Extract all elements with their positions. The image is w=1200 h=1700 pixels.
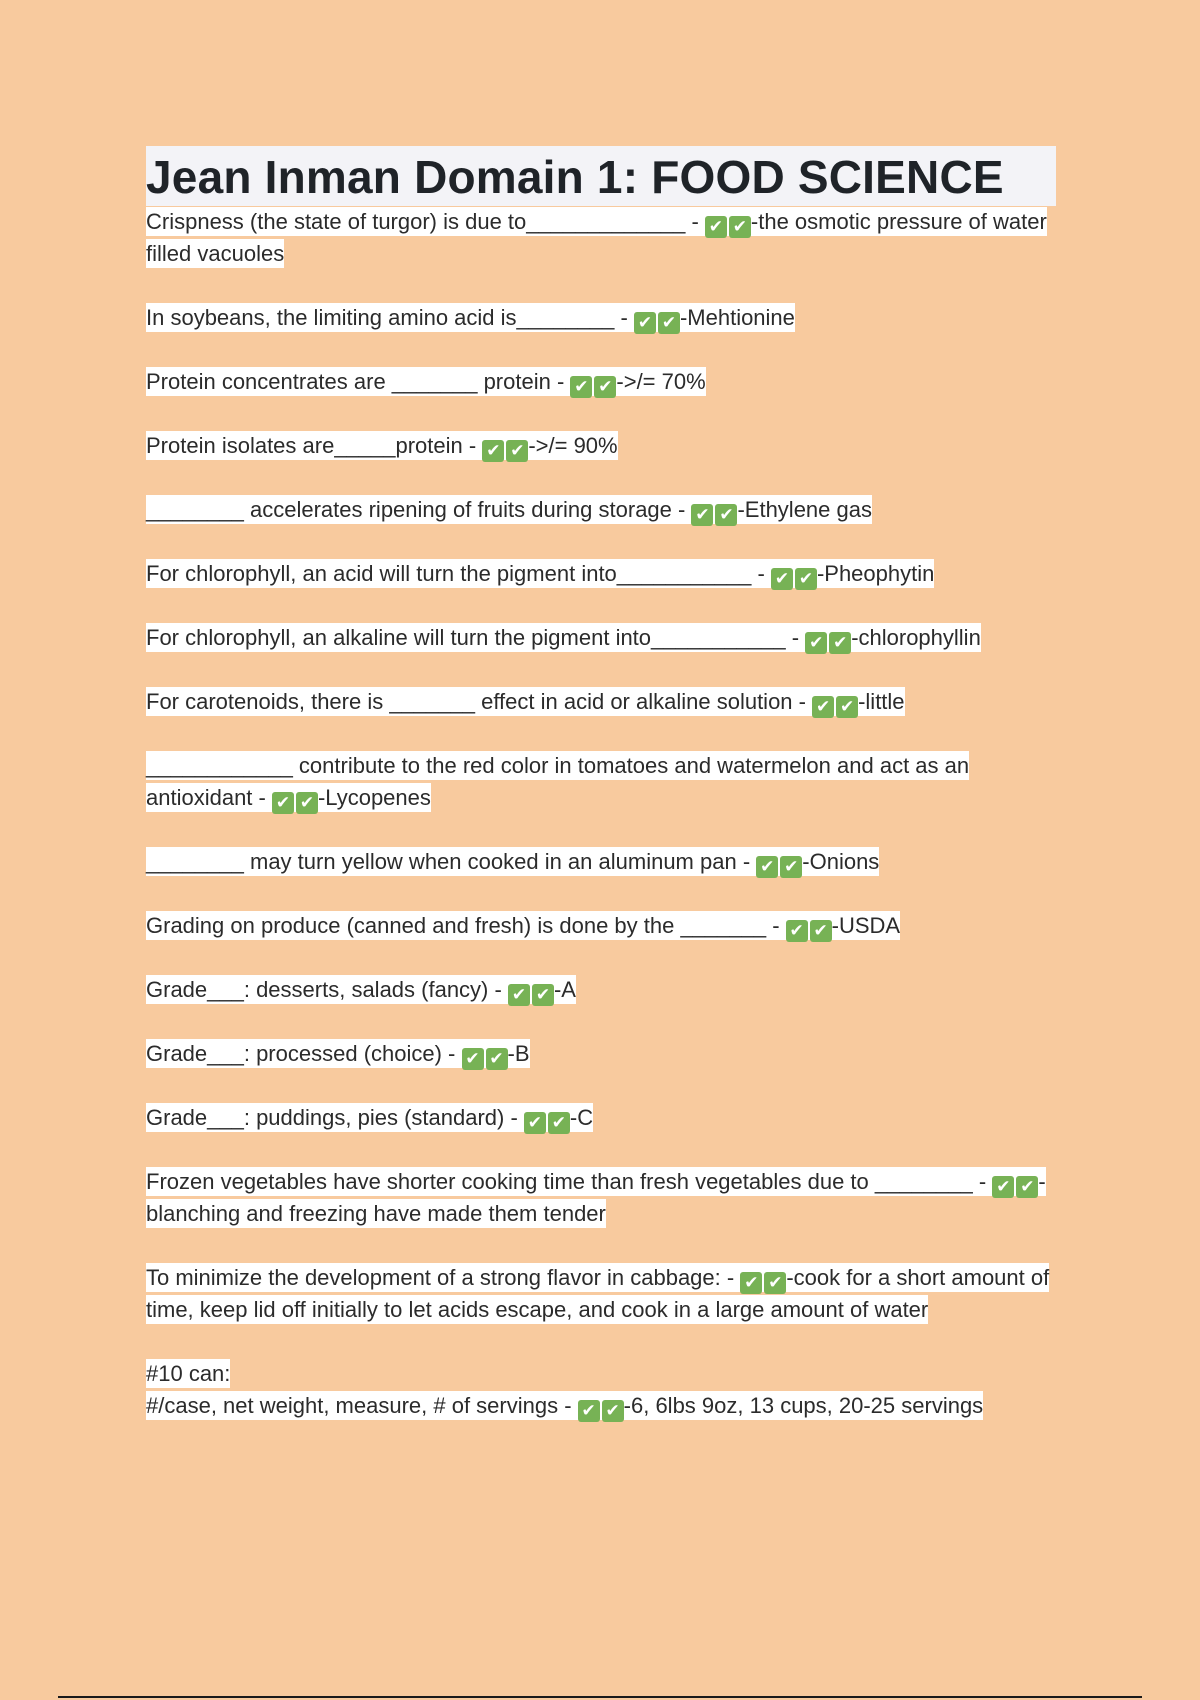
check-mark-button-icon: ✔ [508,984,530,1006]
question-text: For chlorophyll, an alkaline will turn the pigment into___________ - [146,625,806,650]
question-text: Protein isolates are_____protein - [146,433,483,458]
check-mark-button-icon: ✔ [602,1400,624,1422]
qa-text [146,1359,983,1420]
check-mark-button-icon: ✔ [296,792,318,814]
check-mark-button-icon: ✔ [771,568,793,590]
check-mark-button-icon: ✔ [756,856,778,878]
answer-text: -the osmotic pressure of water filled vacuoles [146,209,1047,266]
check-mark-button-icon: ✔ [594,376,616,398]
check-mark-button-icon: ✔ [829,632,851,654]
qa-item [146,1262,1056,1326]
qa-item [146,366,1056,398]
check-mark-button-icon: ✔ [705,216,727,238]
check-mark-button-icon: ✔ [1016,1176,1038,1198]
check-mark-button-icon: ✔ [524,1112,546,1134]
check-mark-button-icon: ✔ [462,1048,484,1070]
answer-text: -cook for a short amount of time, keep lid off initially to let acids escape, and cook in a large amount of water [146,1265,1050,1322]
qa-item [146,558,1056,590]
answer-text: -Mehtionine [679,305,795,330]
qa-text [146,1039,530,1068]
qa-text [146,303,795,332]
question-text: Protein concentrates are _______ protein - [146,369,571,394]
check-mark-button-icon: ✔ [740,1272,762,1294]
page-divider [58,1696,1142,1698]
question-text: Grade___: puddings, pies (standard) - [146,1105,524,1130]
check-mark-button-icon: ✔ [780,856,802,878]
answer-text: -blanching and freezing have made them tender [146,1169,1046,1226]
question-text: For carotenoids, there is _______ effect in acid or alkaline solution - [146,689,813,714]
document-title: Jean Inman Domain 1: FOOD SCIENCE [146,146,1056,206]
qa-item [146,1166,1056,1230]
question-text: Grade___: desserts, salads (fancy) - [146,977,508,1002]
question-text: Frozen vegetables have shorter cooking time than fresh vegetables due to ________ - [146,1169,993,1194]
check-mark-button-icon: ✔ [992,1176,1014,1198]
check-mark-button-icon: ✔ [691,504,713,526]
question-text: Grade___: processed (choice) - [146,1041,462,1066]
flashcard-list [146,206,1056,1422]
qa-text [146,1167,1046,1228]
answer-text: ->/= 70% [616,369,706,394]
qa-text [146,495,872,524]
question-text: ________ accelerates ripening of fruits during storage - [146,497,692,522]
qa-text [146,431,618,460]
check-mark-button-icon: ✔ [729,216,751,238]
check-mark-button-icon: ✔ [810,920,832,942]
qa-heading: #10 can: [146,1361,231,1386]
qa-text [146,847,879,876]
check-mark-button-icon: ✔ [805,632,827,654]
qa-text [146,911,900,940]
question-text: For chlorophyll, an acid will turn the pigment into___________ - [146,561,771,586]
check-mark-button-icon: ✔ [548,1112,570,1134]
qa-text [146,623,981,652]
qa-item [146,622,1056,654]
qa-item [146,1358,1056,1422]
check-mark-button-icon: ✔ [482,440,504,462]
answer-text: -chlorophyllin [851,625,981,650]
qa-item [146,494,1056,526]
check-mark-button-icon: ✔ [812,696,834,718]
check-mark-button-icon: ✔ [764,1272,786,1294]
answer-text: -C [569,1105,594,1130]
qa-text [146,751,969,812]
check-mark-button-icon: ✔ [578,1400,600,1422]
answer-text: -Ethylene gas [737,497,872,522]
question-text: Grading on produce (canned and fresh) is done by the _______ - [146,913,786,938]
answer-text: -USDA [831,913,901,938]
qa-text [146,559,934,588]
qa-item [146,750,1056,814]
qa-item [146,846,1056,878]
qa-text [146,367,706,396]
qa-text [146,687,905,716]
check-mark-button-icon: ✔ [634,312,656,334]
question-text: ____________ contribute to the red color in tomatoes and watermelon and act as an antioxidant - [146,753,970,810]
qa-text [146,1263,1049,1324]
check-mark-button-icon: ✔ [506,440,528,462]
check-mark-button-icon: ✔ [532,984,554,1006]
qa-item [146,686,1056,718]
answer-text: -6, 6lbs 9oz, 13 cups, 20-25 servings [623,1393,984,1418]
question-text: In soybeans, the limiting amino acid is________ - [146,305,634,330]
qa-item [146,910,1056,942]
qa-item [146,302,1056,334]
qa-item [146,1038,1056,1070]
qa-item [146,974,1056,1006]
qa-item [146,206,1056,270]
answer-text: -B [507,1041,530,1066]
question-text: Crispness (the state of turgor) is due to_____________ - [146,209,705,234]
question-text: ________ may turn yellow when cooked in an aluminum pan - [146,849,757,874]
qa-item [146,430,1056,462]
check-mark-button-icon: ✔ [570,376,592,398]
check-mark-button-icon: ✔ [795,568,817,590]
check-mark-button-icon: ✔ [715,504,737,526]
check-mark-button-icon: ✔ [658,312,680,334]
qa-item [146,1102,1056,1134]
question-text: #/case, net weight, measure, # of servings - [146,1393,578,1418]
qa-text [146,207,1047,268]
answer-text: -Pheophytin [816,561,935,586]
check-mark-button-icon: ✔ [836,696,858,718]
answer-text: -A [553,977,576,1002]
answer-text: ->/= 90% [528,433,618,458]
qa-text [146,1103,593,1132]
answer-text: -Lycopenes [317,785,431,810]
check-mark-button-icon: ✔ [786,920,808,942]
answer-text: -Onions [802,849,880,874]
check-mark-button-icon: ✔ [272,792,294,814]
document-page [146,146,1056,1422]
check-mark-button-icon: ✔ [486,1048,508,1070]
question-text: To minimize the development of a strong flavor in cabbage: - [146,1265,741,1290]
qa-text [146,975,576,1004]
answer-text: -little [858,689,905,714]
